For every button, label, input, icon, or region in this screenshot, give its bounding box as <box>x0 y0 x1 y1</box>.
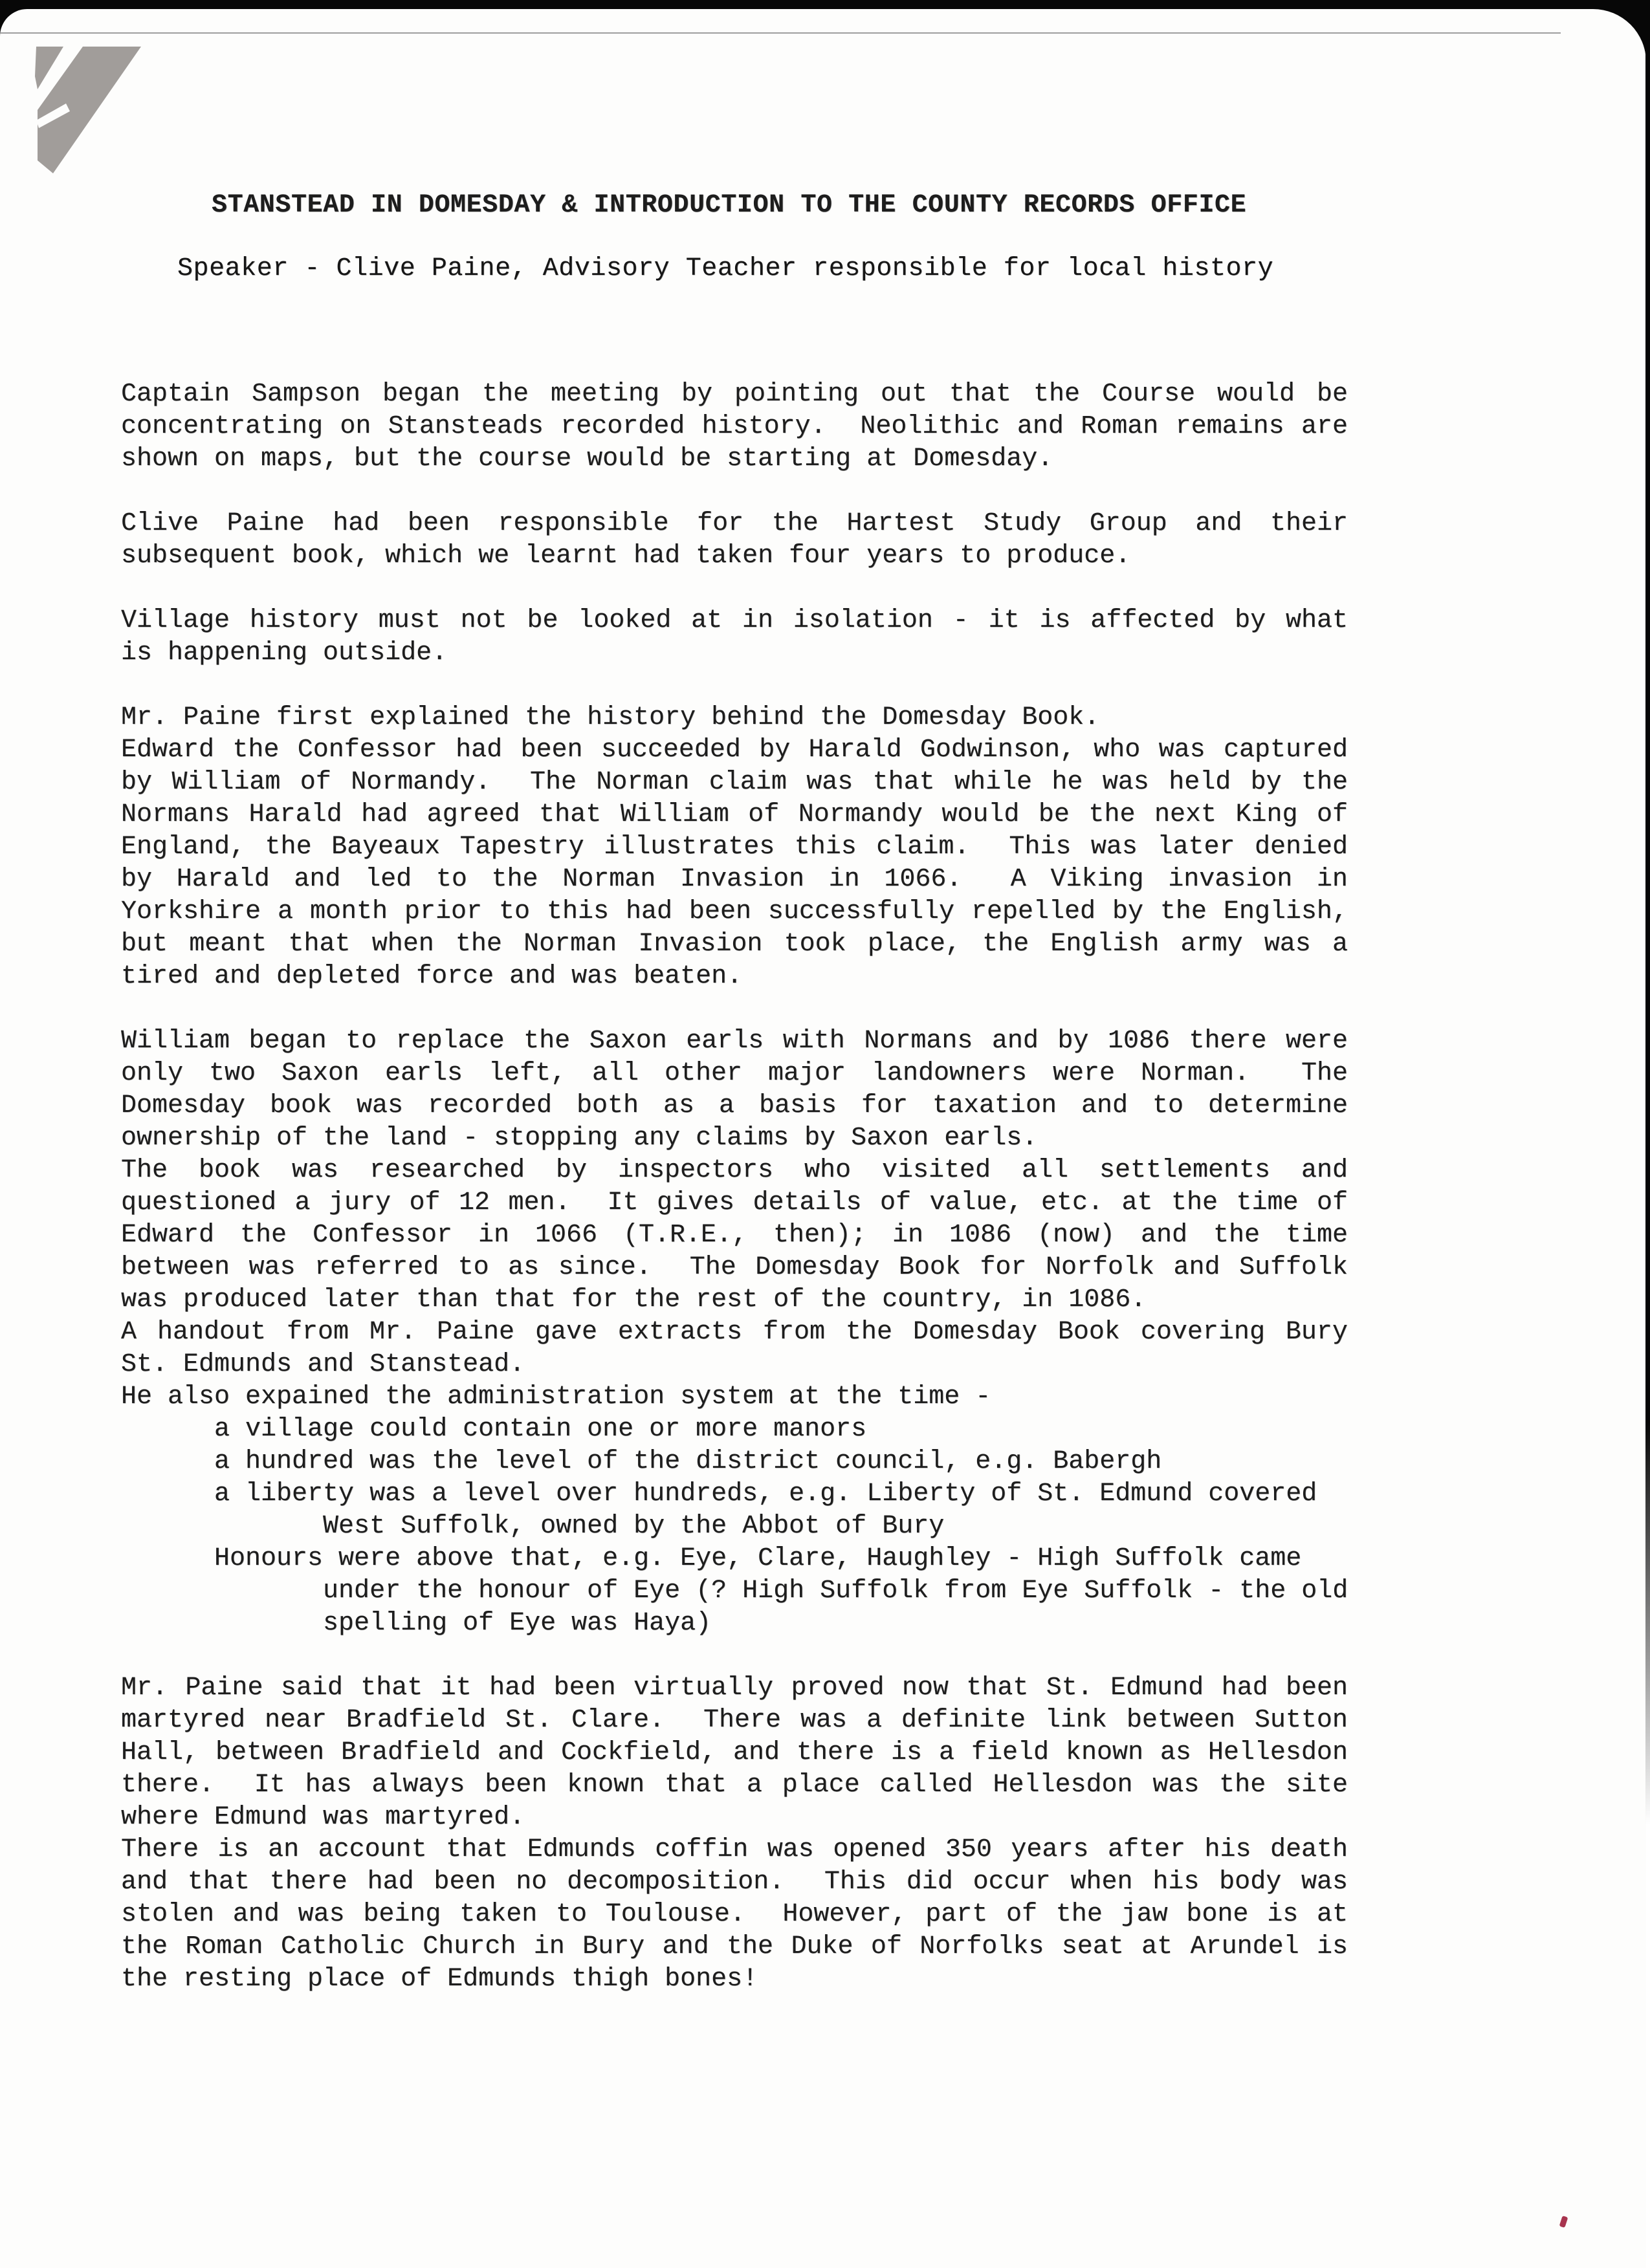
text-line: Clive Paine had been responsible for the Hartest Study Group and their <box>121 509 1348 538</box>
tape-stripe-wide <box>38 47 141 173</box>
text-line: stolen and was being taken to Toulouse. However, part of the jaw bone is at <box>121 1900 1348 1929</box>
blank-line <box>121 475 1350 508</box>
text-line: Normans Harald had agreed that William of Normandy would be the next King of <box>121 800 1348 829</box>
typewritten-body <box>121 378 1350 1996</box>
text-line: between was referred to as since. The Domesday Book for Norfolk and Suffolk <box>121 1253 1348 1282</box>
text-line: a liberty was a level over hundreds, e.g. Liberty of St. Edmund covered <box>121 1479 1317 1509</box>
text-line: the Roman Catholic Church in Bury and the Duke of Norfolks seat at Arundel is <box>121 1932 1348 1961</box>
text-line: tired and depleted force and was beaten. <box>121 962 743 991</box>
page-edge-line <box>0 32 1561 34</box>
text-line: by William of Normandy. The Norman claim was that while he was held by the <box>121 768 1348 797</box>
text-line: Domesday book was recorded both as a basis for taxation and to determine <box>121 1091 1348 1120</box>
text-line: where Edmund was martyred. <box>121 1803 525 1832</box>
text-line: the resting place of Edmunds thigh bones! <box>121 1965 758 1994</box>
text-line: under the honour of Eye (? High Suffolk from Eye Suffolk - the old <box>121 1576 1348 1606</box>
text-line: by Harald and led to the Norman Invasion in 1066. A Viking invasion in <box>121 865 1348 894</box>
text-line: Village history must not be looked at in isolation - it is affected by what <box>121 606 1348 635</box>
blank-line <box>121 993 1350 1025</box>
text-line: West Suffolk, owned by the Abbot of Bury <box>121 1512 945 1541</box>
text-line: shown on maps, but the course would be starting at Domesday. <box>121 444 1053 474</box>
text-line: Edward the Confessor in 1066 (T.R.E., then); in 1086 (now) and the time <box>121 1221 1348 1250</box>
document-title: STANSTEAD IN DOMESDAY & INTRODUCTION TO THE COUNTY RECORDS OFFICE <box>212 191 1247 220</box>
text-line: Hall, between Bradfield and Cockfield, and there is a field known as Hellesdon <box>121 1738 1348 1767</box>
text-line: Honours were above that, e.g. Eye, Clare, Haughley - High Suffolk came <box>121 1544 1302 1573</box>
text-line: England, the Bayeaux Tapestry illustrates this claim. This was later denied <box>121 833 1348 862</box>
text-line: A handout from Mr. Paine gave extracts from the Domesday Book covering Bury <box>121 1318 1348 1347</box>
text-line: a village could contain one or more manors <box>121 1415 867 1444</box>
text-line: St. Edmunds and Stanstead. <box>121 1350 525 1379</box>
text-line: concentrating on Stansteads recorded history. Neolithic and Roman remains are <box>121 412 1348 441</box>
text-line: and that there had been no decomposition. This did occur when his body was <box>121 1868 1348 1897</box>
scanner-bed-right-edge <box>1645 0 1650 1824</box>
corner-tape-mark <box>27 38 157 186</box>
text-line: There is an account that Edmunds coffin was opened 350 years after his death <box>121 1835 1348 1864</box>
text-line: He also expained the administration system at the time - <box>121 1382 991 1412</box>
text-line: The book was researched by inspectors who visited all settlements and <box>121 1156 1348 1185</box>
text-line: Yorkshire a month prior to this had been successfully repelled by the English, <box>121 897 1348 926</box>
text-line: Edward the Confessor had been succeeded by Harald Godwinson, who was captured <box>121 736 1348 765</box>
text-line: was produced later than that for the rest of the country, in 1086. <box>121 1285 1147 1314</box>
text-line: there. It has always been known that a place called Hellesdon was the site <box>121 1771 1348 1800</box>
text-line: only two Saxon earls left, all other major landowners were Norman. The <box>121 1059 1348 1088</box>
text-line: but meant that when the Norman Invasion took place, the English army was a <box>121 930 1348 959</box>
text-line: martyred near Bradfield St. Clare. There was a definite link between Sutton <box>121 1706 1348 1735</box>
text-line: a hundred was the level of the district council, e.g. Babergh <box>121 1447 1162 1476</box>
text-line: Mr. Paine first explained the history behind the Domesday Book. <box>121 703 1100 732</box>
text-line: subsequent book, which we learnt had taken four years to produce. <box>121 541 1131 571</box>
document-subtitle: Speaker - Clive Paine, Advisory Teacher responsible for local history <box>177 254 1274 283</box>
blank-line <box>121 1640 1350 1672</box>
text-line: Captain Sampson began the meeting by pointing out that the Course would be <box>121 380 1348 409</box>
text-line: William began to replace the Saxon earls with Normans and by 1086 there were <box>121 1027 1348 1056</box>
text-line: questioned a jury of 12 men. It gives details of value, etc. at the time of <box>121 1188 1348 1217</box>
blank-line <box>121 572 1350 605</box>
text-line: spelling of Eye was Haya) <box>121 1609 712 1638</box>
text-line: Mr. Paine said that it had been virtually proved now that St. Edmund had been <box>121 1674 1348 1703</box>
blank-line <box>121 670 1350 702</box>
text-line: is happening outside. <box>121 638 448 668</box>
text-line: ownership of the land - stopping any claims by Saxon earls. <box>121 1124 1038 1153</box>
